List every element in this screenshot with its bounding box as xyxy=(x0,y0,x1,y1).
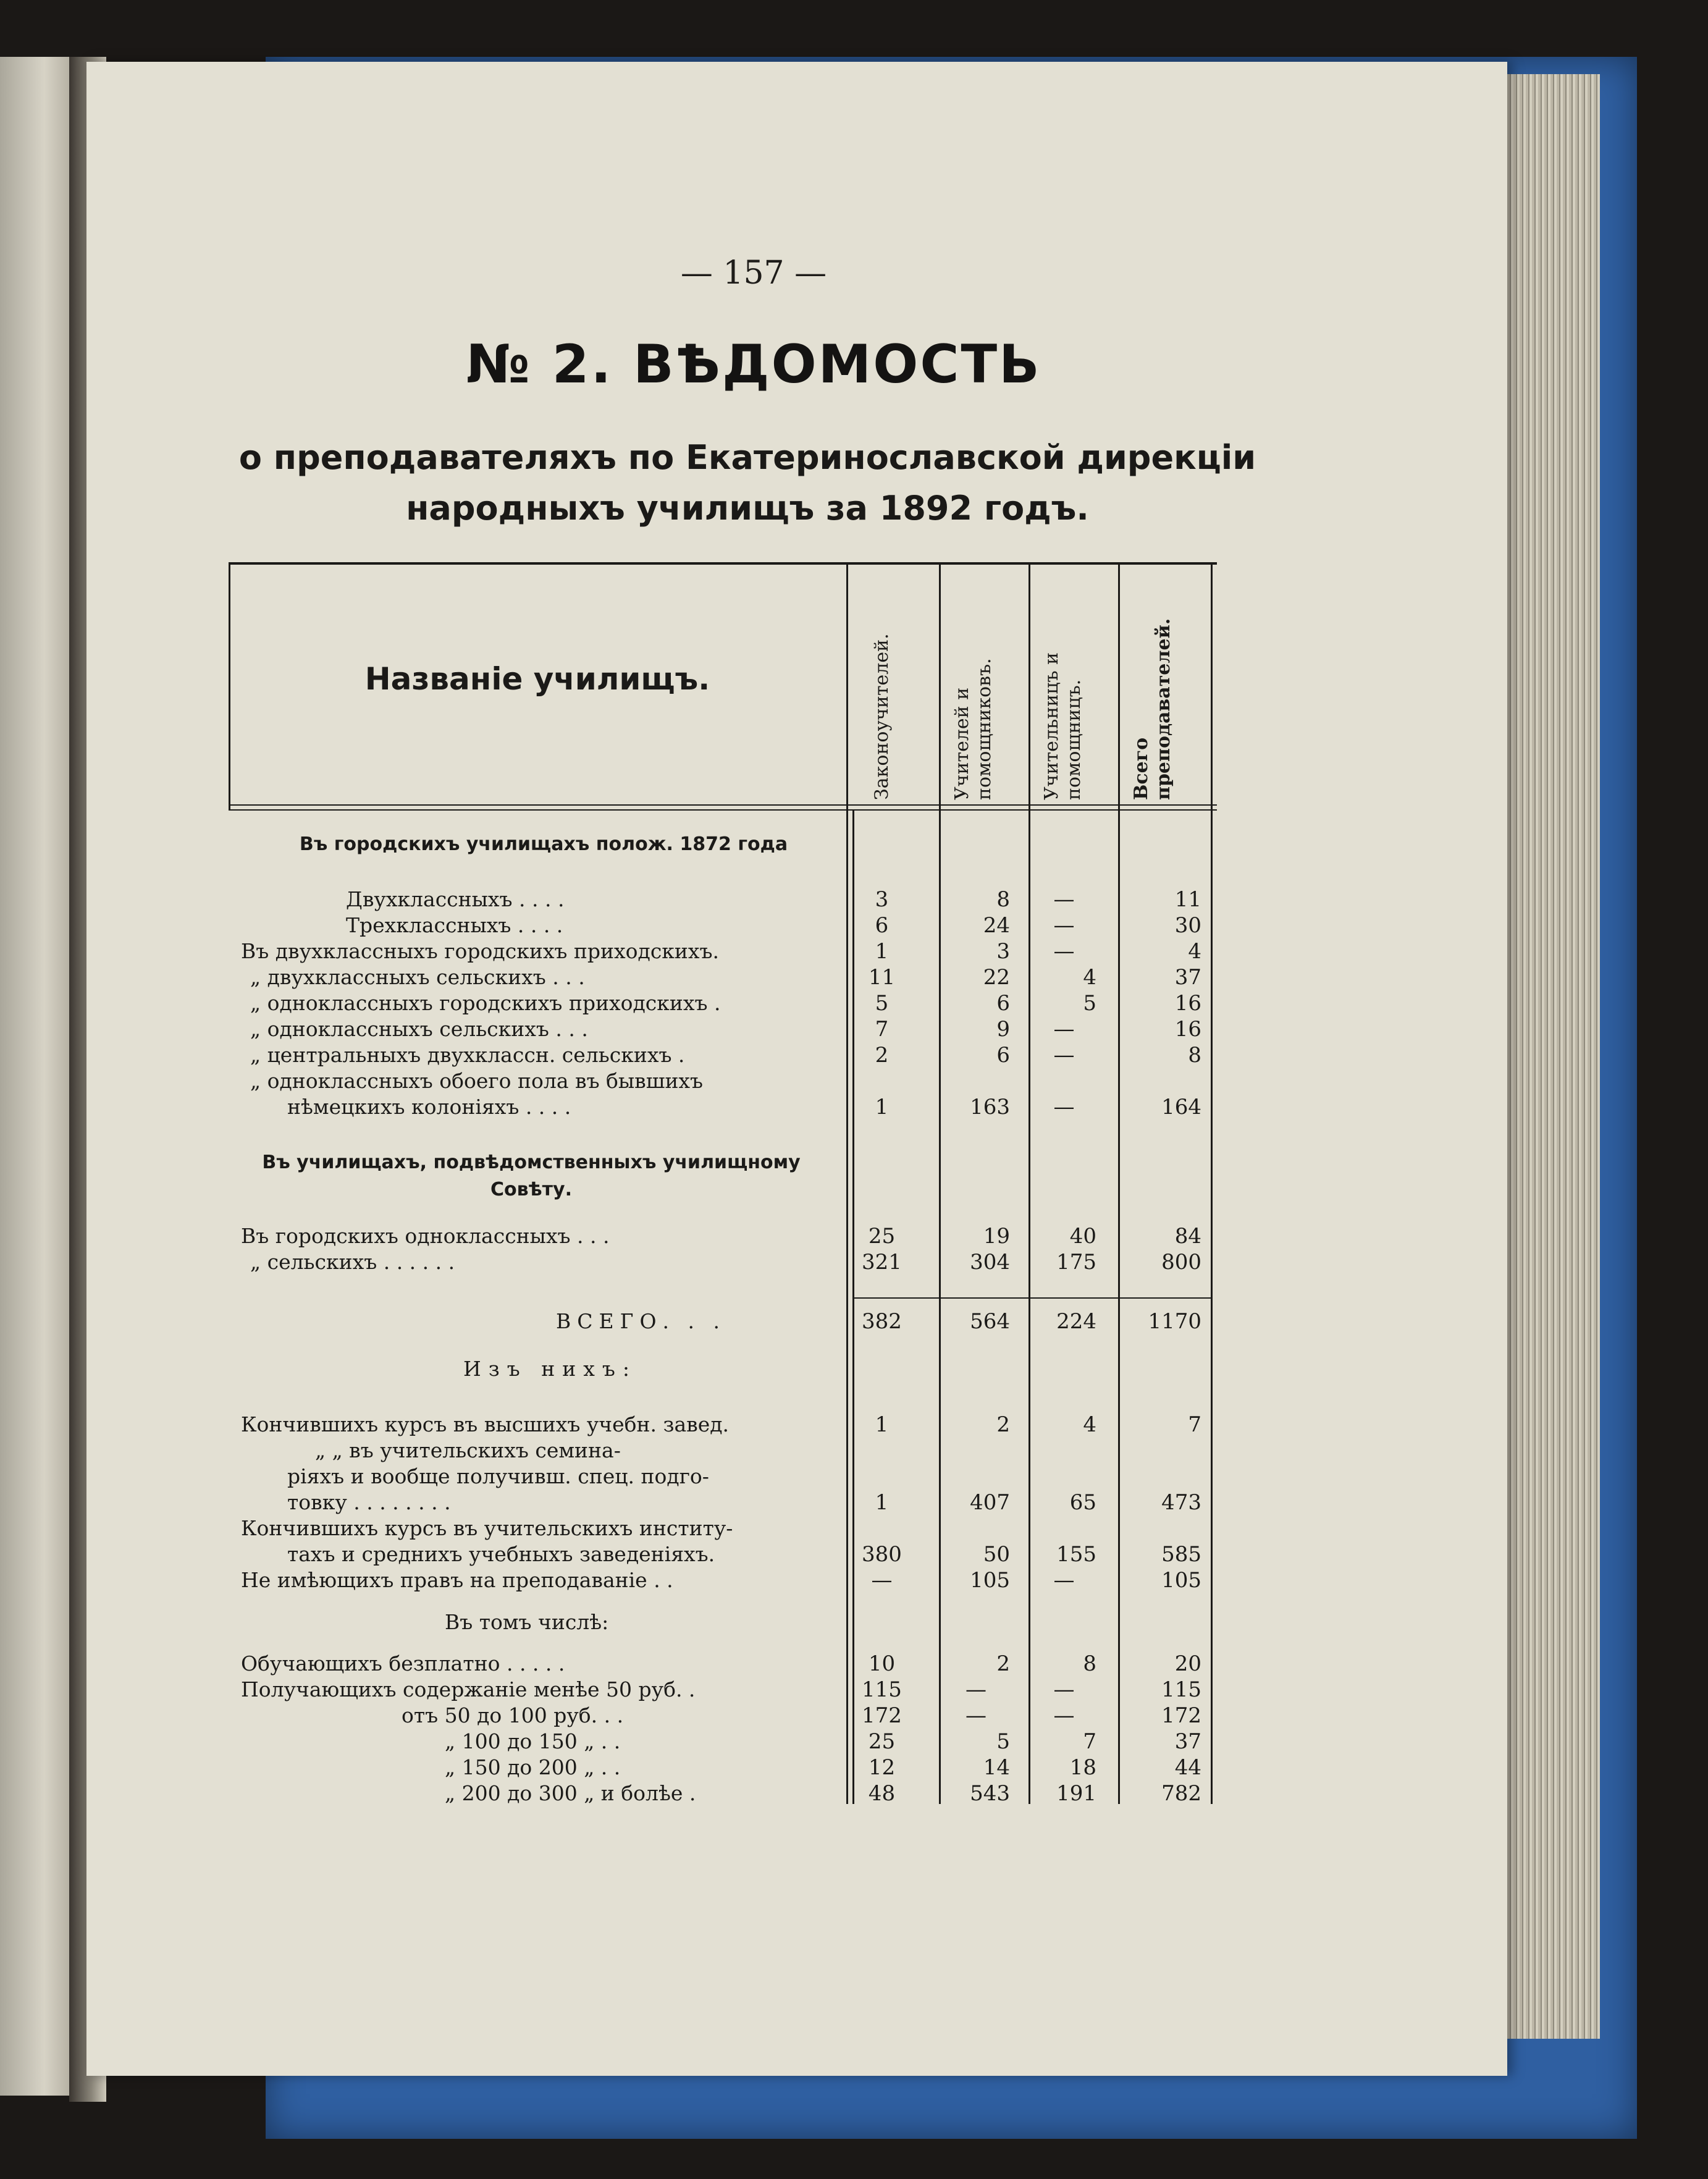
page-subtitle: о преподавателяхъ по Екатеринославской дирекціи народныхъ училищъ за 1892 годъ. xyxy=(238,438,1256,528)
row-label: „ „ въ учительскихъ семина- xyxy=(315,1438,621,1462)
cell-col4: 37 xyxy=(1174,1729,1201,1754)
cell-col1: 1 xyxy=(875,939,889,964)
row-label: Въ двухклассныхъ городскихъ приходскихъ. xyxy=(241,939,720,963)
cell-col4: 782 xyxy=(1161,1781,1201,1806)
row-label: Въ городскихъ одноклассныхъ . . . xyxy=(241,1224,610,1248)
cell-col4: 172 xyxy=(1161,1703,1201,1728)
cell-col1: 7 xyxy=(875,1017,889,1042)
row-label: „ 150 до 200 „ . . xyxy=(445,1755,621,1779)
cell-col3: 4 xyxy=(1083,965,1096,990)
section-title-2: Въ училищахъ, подвѣдомственныхъ училищному Совѣту. xyxy=(262,1152,801,1200)
cell-col1: 10 xyxy=(868,1651,896,1676)
row-label: Обучающихъ безплатно . . . . . xyxy=(241,1651,565,1675)
cell-col1: 1 xyxy=(875,1490,889,1515)
table-right-border xyxy=(1211,562,1213,1804)
cell-col1: — xyxy=(871,1568,893,1593)
cell-col3: — xyxy=(1053,913,1075,938)
cell-col3: 4 xyxy=(1083,1412,1096,1437)
cell-col1: 48 xyxy=(868,1781,896,1806)
header-rule-1 xyxy=(229,804,1217,806)
column-header-1: Законоучителей. xyxy=(871,633,893,800)
cell-col2: 19 xyxy=(983,1224,1010,1249)
cell-col3: 8 xyxy=(1083,1651,1096,1676)
total-label: ВСЕГО. . . xyxy=(556,1309,726,1333)
cell-col4: 164 xyxy=(1161,1095,1201,1119)
cell-col3: — xyxy=(1053,1568,1075,1593)
cell-col3: — xyxy=(1053,1677,1075,1702)
cell-col2: 407 xyxy=(970,1490,1010,1515)
cell-col4: 4 xyxy=(1188,939,1201,964)
cell-col1: 6 xyxy=(875,913,889,938)
cell-col2: 9 xyxy=(996,1017,1010,1042)
cell-col2: 8 xyxy=(996,887,1010,912)
row-label: тахъ и среднихъ учебныхъ заведеніяхъ. xyxy=(287,1542,715,1566)
cell-col2: 2 xyxy=(996,1412,1010,1437)
cell-col1: 2 xyxy=(875,1043,889,1068)
row-label: товку . . . . . . . . xyxy=(287,1490,451,1514)
row-label: Двухклассныхъ . . . . xyxy=(346,887,565,911)
section-title-1: Въ городскихъ училищахъ полож. 1872 года xyxy=(299,833,788,855)
cell-col1: 115 xyxy=(862,1677,902,1702)
total-rule xyxy=(852,1297,1211,1299)
total-col2: 564 xyxy=(970,1309,1010,1334)
cell-col3: 191 xyxy=(1056,1781,1096,1806)
cell-col4: 30 xyxy=(1174,913,1201,938)
column-header-2: Учителей и помощниковъ. xyxy=(951,658,995,800)
subheading-including: Въ томъ числѣ: xyxy=(445,1610,609,1634)
row-label: Получающихъ содержаніе менѣе 50 руб. . xyxy=(241,1677,696,1701)
cell-col3: 155 xyxy=(1056,1542,1096,1567)
cell-col2: 6 xyxy=(996,991,1010,1016)
cell-col3: — xyxy=(1053,887,1075,912)
row-label: „ одноклассныхъ сельскихъ . . . xyxy=(250,1017,588,1041)
cell-col3: — xyxy=(1053,939,1075,964)
cell-col1: 12 xyxy=(868,1755,896,1780)
cell-col2: 163 xyxy=(970,1095,1010,1119)
cell-col2: 2 xyxy=(996,1651,1010,1676)
cell-col4: 37 xyxy=(1174,965,1201,990)
cell-col2: — xyxy=(965,1677,987,1702)
cell-col2: 24 xyxy=(983,913,1010,938)
row-label: ріяхъ и вообще получивш. спец. подго- xyxy=(287,1464,709,1488)
total-col4: 1170 xyxy=(1148,1309,1201,1334)
row-label: „ 100 до 150 „ . . xyxy=(445,1729,621,1753)
page-title: № 2. ВѢДОМОСТЬ xyxy=(466,334,1041,395)
total-col1: 382 xyxy=(862,1309,902,1334)
column-header-name: Названіе училищъ. xyxy=(364,661,710,697)
cell-col1: 3 xyxy=(875,887,889,912)
header-rule-2 xyxy=(229,809,1217,811)
cell-col3: 18 xyxy=(1069,1755,1096,1780)
cell-col1: 321 xyxy=(862,1250,902,1275)
cell-col4: 585 xyxy=(1161,1542,1201,1567)
row-label: Не имѣющихъ правъ на преподаваніе . . xyxy=(241,1568,673,1592)
cell-col3: — xyxy=(1053,1703,1075,1728)
cell-col2: 50 xyxy=(983,1542,1010,1567)
page-edges xyxy=(1501,74,1600,2039)
row-label: „ одноклассныхъ городскихъ приходскихъ . xyxy=(250,991,721,1015)
cell-col4: 800 xyxy=(1161,1250,1201,1275)
cell-col1: 25 xyxy=(868,1729,896,1754)
column-header-3: Учительницъ и помощницъ. xyxy=(1041,652,1085,800)
cell-col1: 5 xyxy=(875,991,889,1016)
cell-col4: 44 xyxy=(1174,1755,1201,1780)
cell-col3: 7 xyxy=(1083,1729,1096,1754)
row-label: Трехклассныхъ . . . . xyxy=(346,913,563,937)
row-label: отъ 50 до 100 руб. . . xyxy=(402,1703,624,1727)
cell-col1: 11 xyxy=(868,965,896,990)
cell-col4: 115 xyxy=(1161,1677,1201,1702)
row-label: „ двухклассныхъ сельскихъ . . . xyxy=(250,965,585,989)
row-label: „ центральныхъ двухклассн. сельскихъ . xyxy=(250,1043,685,1067)
cell-col1: 380 xyxy=(862,1542,902,1567)
total-col3: 224 xyxy=(1056,1309,1096,1334)
table-top-rule xyxy=(229,562,1217,565)
cell-col4: 11 xyxy=(1174,887,1201,912)
cell-col3: 175 xyxy=(1056,1250,1096,1275)
cell-col4: 16 xyxy=(1174,1017,1201,1042)
cell-col2: 304 xyxy=(970,1250,1010,1275)
subheading-of-them: Изъ нихъ: xyxy=(463,1357,637,1381)
cell-col2: 5 xyxy=(996,1729,1010,1754)
row-label: „ 200 до 300 „ и болѣе . xyxy=(445,1781,696,1805)
cell-col4: 84 xyxy=(1174,1224,1201,1249)
cell-col2: 543 xyxy=(970,1781,1010,1806)
cell-col2: 22 xyxy=(983,965,1010,990)
cell-col1: 1 xyxy=(875,1095,889,1119)
cell-col4: 20 xyxy=(1174,1651,1201,1676)
cell-col2: 105 xyxy=(970,1568,1010,1593)
col-divider-4 xyxy=(1118,562,1120,1804)
cell-col4: 473 xyxy=(1161,1490,1201,1515)
cell-col3: — xyxy=(1053,1095,1075,1119)
cell-col2: 14 xyxy=(983,1755,1010,1780)
cell-col3: 40 xyxy=(1069,1224,1096,1249)
row-label: „ одноклассныхъ обоего пола въ бывшихъ xyxy=(250,1069,704,1093)
cell-col3: — xyxy=(1053,1043,1075,1068)
page-number: — 157 — xyxy=(680,255,827,292)
cell-col4: 16 xyxy=(1174,991,1201,1016)
row-label: „ сельскихъ . . . . . . xyxy=(250,1250,455,1274)
cell-col2: 3 xyxy=(996,939,1010,964)
cell-col1: 1 xyxy=(875,1412,889,1437)
cell-col3: — xyxy=(1053,1017,1075,1042)
cell-col1: 172 xyxy=(862,1703,902,1728)
column-header-4: Всего преподавателей. xyxy=(1130,618,1174,800)
statistics-table xyxy=(229,562,1217,1810)
row-label: Кончившихъ курсъ въ высшихъ учебн. завед. xyxy=(241,1412,730,1436)
cell-col4: 8 xyxy=(1188,1043,1201,1068)
cell-col4: 7 xyxy=(1188,1412,1201,1437)
cell-col2: 6 xyxy=(996,1043,1010,1068)
cell-col1: 25 xyxy=(868,1224,896,1249)
cell-col3: 5 xyxy=(1083,991,1096,1016)
cell-col4: 105 xyxy=(1161,1568,1201,1593)
row-label: нѣмецкихъ колоніяхъ . . . . xyxy=(287,1095,571,1119)
cell-col2: — xyxy=(965,1703,987,1728)
row-label: Кончившихъ курсъ въ учительскихъ институ- xyxy=(241,1516,733,1540)
cell-col3: 65 xyxy=(1069,1490,1096,1515)
